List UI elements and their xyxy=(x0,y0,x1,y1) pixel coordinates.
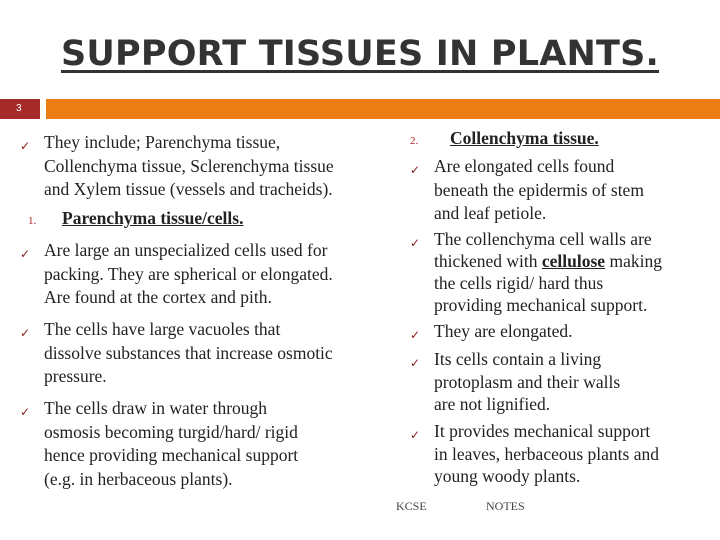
footer-right: NOTES xyxy=(486,499,525,513)
section-heading: Collenchyma tissue. xyxy=(450,128,599,148)
footer-left: KCSE xyxy=(396,499,427,513)
right-column xyxy=(410,128,715,488)
bullet-text: They are elongated. xyxy=(434,321,573,341)
checkmark-icon: ✓ xyxy=(410,356,421,370)
accent-bar xyxy=(46,99,720,119)
slide-number: 3 xyxy=(16,103,22,114)
checkmark-icon: ✓ xyxy=(20,326,31,340)
section-number: 1. xyxy=(28,215,37,227)
checkmark-icon: ✓ xyxy=(410,236,421,250)
bullet-text: The cells have large vacuoles that dissolve substances that increase osmotic pressure. xyxy=(44,319,333,386)
bullet-text: Are elongated cells found beneath the epidermis of stem and leaf petiole. xyxy=(434,156,644,223)
checkmark-icon: ✓ xyxy=(20,139,31,153)
checkmark-icon: ✓ xyxy=(410,328,421,342)
bullet-text: The collenchyma cell walls are thickened with cellulose making the cells rigid/ hard thus providing mechanical support. xyxy=(434,229,662,315)
bullet-text: Its cells contain a living protoplasm and their walls are not lignified. xyxy=(434,349,621,414)
bullet-text: Are large an unspecialized cells used for packing. They are spherical or elongated. Are found at the cortex and pith. xyxy=(44,240,333,307)
checkmark-icon: ✓ xyxy=(20,247,31,261)
checkmark-icon: ✓ xyxy=(410,428,421,442)
bullet-text: The cells draw in water through osmosis becoming turgid/hard/ rigid hence providing mechanical support (e.g. in herbaceous plants). xyxy=(44,398,299,489)
checkmark-icon: ✓ xyxy=(410,163,421,177)
left-column xyxy=(20,131,370,501)
slide-title: SUPPORT TISSUES IN PLANTS. xyxy=(61,34,659,74)
section-heading: Parenchyma tissue/cells. xyxy=(62,208,244,228)
emphasis-cellulose: cellulose xyxy=(541,251,606,271)
checkmark-icon: ✓ xyxy=(20,405,31,419)
bullet-text: They include; Parenchyma tissue, Collenchyma tissue, Sclerenchyma tissue and Xylem tissue (vessels and tracheids). xyxy=(44,132,334,199)
slide-number-box xyxy=(0,99,40,119)
bullet-text: It provides mechanical support in leaves, herbaceous plants and young woody plants. xyxy=(434,421,659,486)
section-number: 2. xyxy=(410,135,419,147)
